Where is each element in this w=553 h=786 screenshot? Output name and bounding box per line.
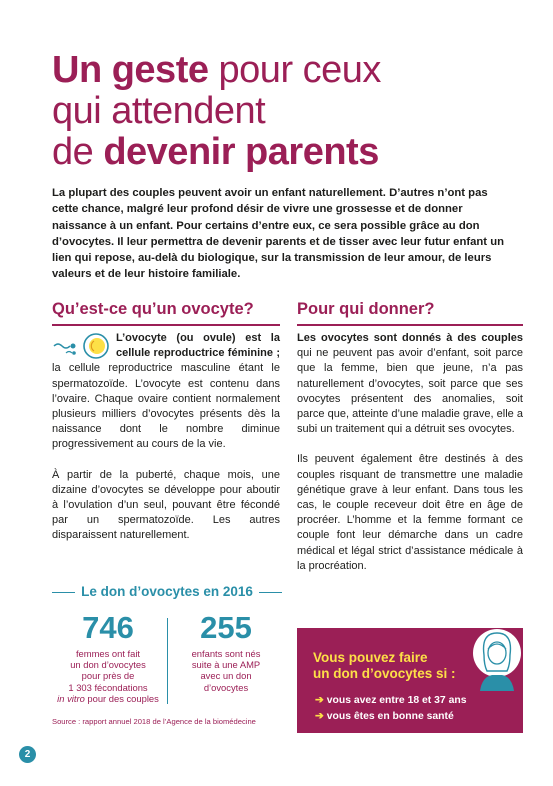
title-line-2: qui attendent bbox=[52, 90, 266, 132]
right-p1-rest: qui ne peuvent pas avoir d’enfant, soit parce que la femme, bien que jeune, n’a pas naturellement d’ovocytes, soit parce que ses ovocytes présentent des anomalies, soit parce que, atteinte d’une maladie grave, elle a subi un traitement qui a détruit ses ovocytes. bbox=[297, 347, 523, 436]
callout-heading bbox=[313, 650, 456, 681]
left-p1-rest: la cellule reproductrice masculine étant le spermatozoïde. L’ovocyte est contenu dans l’ovaire. Chaque ovaire contient normalement plusieurs milliers d’ovocytes présents dès la naissance dont le nombre diminue progressivement au cours de la vie. bbox=[52, 362, 280, 451]
title-bold-1: Un geste bbox=[52, 49, 209, 91]
stat-births-line: suite à une AMP bbox=[191, 659, 261, 671]
stat-births-text bbox=[170, 648, 282, 693]
left-paragraph-2: À partir de la puberté, chaque mois, une dizaine d’ovocytes se développe pour aboutir à l’ovulation d’un seul, pouvant être fécondé par un spermatozoïde. Les autres disparaissent naturellement. bbox=[52, 468, 280, 542]
stats-source: Source : rapport annuel 2018 de l’Agence de la biomédecine bbox=[52, 717, 256, 726]
heading-pour-qui bbox=[297, 300, 523, 326]
title-line-3 bbox=[52, 132, 522, 173]
stat-donors-line: femmes ont fait bbox=[75, 648, 141, 659]
stat-births-line: d’ovocytes bbox=[203, 681, 249, 693]
right-p1-bold: Les ovocytes sont donnés à des couples bbox=[297, 332, 523, 344]
column-left bbox=[52, 331, 280, 559]
heading-ovocyte bbox=[52, 300, 280, 326]
stat-births bbox=[170, 612, 282, 693]
stat-births-line: enfants sont nés bbox=[191, 648, 261, 659]
page-number: 2 bbox=[19, 746, 36, 763]
woman-avatar-icon bbox=[471, 623, 523, 693]
title-light-3: de bbox=[52, 131, 104, 173]
heading-ovocyte-text: Qu’est-ce qu’un ovocyte? bbox=[52, 300, 254, 318]
heading-pour-qui-rule bbox=[297, 324, 523, 326]
title-line-1 bbox=[52, 50, 522, 91]
right-paragraph-2: Ils peuvent également être destinés à des couples risquant de transmettre une maladie génétique grave à leur enfant. Dans tous les cas, le couple receveur doit être en âge de procréer. L’homme et la femme formant ce couple font leur démarche dans un cadre médical et légal strict d’assistance médicale à la procréation. bbox=[297, 453, 523, 572]
stats-title bbox=[52, 584, 282, 599]
stats-title-text: Le don d’ovocytes en 2016 bbox=[75, 584, 259, 599]
arrow-right-icon: ➔ bbox=[315, 695, 324, 706]
stat-donors bbox=[52, 612, 164, 704]
callout-heading-line: un don d’ovocytes si : bbox=[313, 665, 456, 681]
column-right bbox=[297, 331, 523, 589]
stat-births-number: 255 bbox=[200, 610, 252, 645]
right-paragraph-1 bbox=[297, 331, 523, 437]
stat-donors-line: un don d’ovocytes bbox=[70, 659, 146, 671]
title-bold-3: devenir parents bbox=[103, 131, 379, 173]
stat-donors-italic: in vitro bbox=[57, 692, 85, 704]
heading-pour-qui-text: Pour qui donner? bbox=[297, 300, 435, 318]
callout-item-health bbox=[315, 710, 454, 722]
left-paragraph-1 bbox=[52, 331, 280, 453]
page-title bbox=[52, 50, 522, 173]
callout-heading-line: Vous pouvez faire bbox=[313, 650, 428, 665]
heading-ovocyte-rule bbox=[52, 324, 280, 326]
stat-births-line: avec un don bbox=[200, 670, 252, 682]
intro-paragraph: La plupart des couples peuvent avoir un enfant naturellement. D’autres n’ont pas cette chance, malgré leur profond désir de vivre une grossesse et de donner naissance à un enfant. Pour certains d’entre eux, ce sera possible grâce au don d’ovocytes. Il leur permettra de devenir parents et de tisser avec leur futur enfant un lien qui repose, au-delà du biologique, sur la transmission de leur amour, de leurs valeurs et de leur histoire familiale. bbox=[52, 187, 505, 281]
eligibility-callout bbox=[297, 628, 523, 733]
ovocyte-cell-icon bbox=[52, 332, 110, 360]
callout-item-age-text: vous avez entre 18 et 37 ans bbox=[326, 695, 467, 706]
stat-donors-number: 746 bbox=[82, 610, 134, 645]
left-p1-bold: L’ovocyte (ou ovule) est la cellule reproductrice féminine ; bbox=[116, 332, 280, 360]
stat-donors-rest: pour des couples bbox=[84, 692, 159, 704]
stats-divider bbox=[167, 618, 168, 704]
stat-donors-line: 1 303 fécondations bbox=[68, 681, 148, 693]
stats-box bbox=[52, 584, 282, 734]
arrow-right-icon: ➔ bbox=[315, 711, 324, 722]
callout-item-age bbox=[315, 694, 467, 706]
stat-donors-line bbox=[52, 693, 164, 704]
callout-item-health-text: vous êtes en bonne santé bbox=[326, 711, 454, 722]
stat-donors-text bbox=[52, 648, 164, 704]
stat-donors-line: pour près de bbox=[81, 670, 135, 682]
title-rest-1: pour ceux bbox=[208, 49, 381, 91]
